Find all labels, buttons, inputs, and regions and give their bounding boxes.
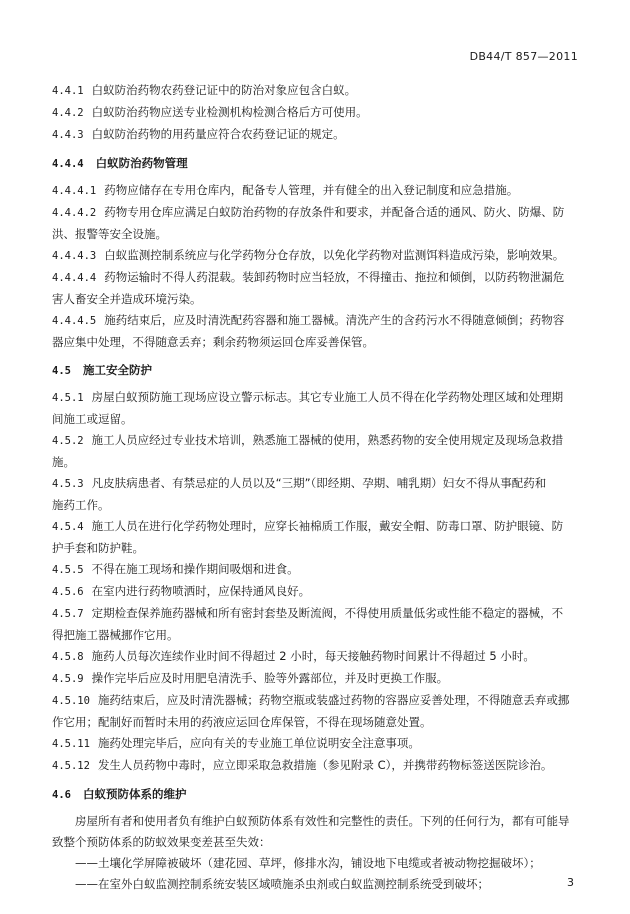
clause-4-4-2 — [52, 102, 572, 124]
clause-text: 操作完毕后应及时用肥皂清洗手、脸等外露部位，并及时更换工作服。 — [91, 671, 449, 685]
intro-paragraph — [52, 811, 572, 853]
clause-4-5-9 — [52, 668, 572, 690]
clause-text: 白蚁防治药物应送专业检测机构检测合格后方可使用。 — [91, 105, 368, 119]
clause-text: 不得在施工现场和操作期间吸烟和进食。 — [91, 562, 299, 576]
clause-text-line2: 洪、报警等安全设施。 — [52, 227, 167, 241]
heading-4-4-4 — [52, 153, 572, 175]
clause-4-5-4 — [52, 516, 572, 559]
clause-number: 4.4.2 — [52, 107, 84, 119]
clause-text: 白蚁防治药物的用药量应符合农药登记证的规定。 — [91, 127, 345, 141]
clause-text-line1: 施工人员在进行化学药物处理时，应穿长袖棉质工作服，戴安全帽、防毒口罩、防护眼镜、防 — [91, 519, 564, 533]
clause-number: 4.5.7 — [52, 608, 84, 620]
heading-number: 4.4.4 — [52, 158, 84, 170]
clause-number: 4.5.10 — [52, 695, 90, 707]
clause-text-line2: 得把施工器械挪作它用。 — [52, 628, 179, 642]
clause-text-line1: 施药结束后，应及时清洗配药容器和施工器械。清洗产生的含药污水不得随意倾倒；药物容 — [104, 313, 565, 327]
clause-number: 4.4.4.3 — [52, 250, 97, 262]
clause-text-line1: 房屋白蚁预防施工现场应设立警示标志。其它专业施工人员不得在化学药物处理区域和处理期 — [91, 390, 564, 404]
clause-text: 施药人员每次连续作业时间不得超过 2 小时，每天接触药物时间累计不得超过 5 小时。 — [91, 649, 535, 663]
clause-4-4-4-5 — [52, 310, 572, 353]
clause-4-5-1 — [52, 387, 572, 430]
clause-4-5-3 — [52, 473, 572, 516]
clause-text-line2: 作它用；配制好而暂时未用的药液应运回仓库保管，不得在现场随意处置。 — [52, 715, 432, 729]
clause-text-line2: 施。 — [52, 455, 75, 469]
clause-number: 4.5.1 — [52, 392, 84, 404]
clause-text-line1: 药物运输时不得人药混载。装卸药物时应当轻放，不得撞击、拖拉和倾倒，以防药物泄漏危 — [104, 270, 565, 284]
clause-text: 施药处理完毕后，应向有关的专业施工单位说明安全注意事项。 — [97, 736, 420, 750]
clause-4-5-10 — [52, 690, 572, 733]
clause-number: 4.5.3 — [52, 478, 84, 490]
clause-text-line1: 药物专用仓库应满足白蚁防治药物的存放条件和要求，并配备合适的通风、防火、防爆、防 — [104, 205, 565, 219]
clause-text-line2: 施药工作。 — [52, 498, 110, 512]
clause-4-5-7 — [52, 603, 572, 646]
heading-number: 4.6 — [52, 789, 71, 801]
clause-4-5-6 — [52, 581, 572, 603]
clause-number: 4.4.3 — [52, 129, 84, 141]
clause-text-line1: 施药结束后，应及时清洗器械；药物空瓶或装盛过药物的容器应妥善处理，不得随意丢弃或挪 — [97, 693, 570, 707]
clause-number: 4.5.12 — [52, 760, 90, 772]
heading-4-5 — [52, 360, 572, 382]
intro-line1: 房屋所有者和使用者负有维护白蚁预防体系有效性和完整性的责任。下列的任何行为，都有可能导 — [75, 814, 570, 828]
clause-4-4-4-2 — [52, 202, 572, 245]
clause-number: 4.4.4.2 — [52, 207, 97, 219]
clause-number: 4.5.9 — [52, 673, 84, 685]
clause-number: 4.5.4 — [52, 521, 84, 533]
heading-title: 白蚁预防体系的维护 — [82, 787, 187, 801]
clause-text: 发生人员药物中毒时，应立即采取急救措施（参见附录 C），并携带药物标签送医院诊治。 — [97, 758, 553, 772]
document-body — [52, 80, 572, 895]
heading-number: 4.5 — [52, 365, 71, 377]
clause-4-5-12 — [52, 755, 572, 777]
clause-4-5-11 — [52, 733, 572, 755]
clause-text-line2: 器应集中处理，不得随意丢弃；剩余药物须运回仓库妥善保管。 — [52, 335, 374, 349]
clause-number: 4.4.4.5 — [52, 315, 97, 327]
clause-text-line1: 定期检查保养施药器械和所有密封套垫及断流阀，不得使用质量低劣或性能不稳定的器械，不 — [91, 606, 564, 620]
clause-4-5-2 — [52, 430, 572, 473]
clause-4-4-4-4 — [52, 267, 572, 310]
clause-number: 4.5.6 — [52, 586, 84, 598]
clause-number: 4.4.4.1 — [52, 185, 97, 197]
list-item: ——土壤化学屏障被破坏（建花园、草坪，修排水沟，铺设地下电缆或者被动物挖掘破坏）； — [75, 856, 541, 870]
clause-4-4-1 — [52, 80, 572, 102]
clause-number: 4.4.1 — [52, 85, 84, 97]
clause-text-line1: 凡皮肤病患者、有禁忌症的人员以及“三期”（即经期、孕期、哺乳期）妇女不得从事配药和 — [91, 476, 547, 490]
list-item: ——在室外白蚁监测控制系统安装区域喷施杀虫剂或白蚁监测控制系统受到破坏； — [75, 877, 489, 891]
clause-text: 在室内进行药物喷洒时，应保持通风良好。 — [91, 584, 311, 598]
clause-text-line1: 施工人员应经过专业技术培训，熟悉施工器械的使用，熟悉药物的安全使用规定及现场急救措 — [91, 433, 564, 447]
clause-text-line2: 间施工或逗留。 — [52, 412, 133, 426]
heading-title: 白蚁防治药物管理 — [95, 156, 188, 170]
clause-number: 4.5.2 — [52, 435, 84, 447]
clause-text-line2: 护手套和防护鞋。 — [52, 541, 144, 555]
clause-text-line2: 害人畜安全并造成环境污染。 — [52, 292, 202, 306]
clause-4-5-8 — [52, 646, 572, 668]
clause-text: 白蚁监测控制系统应与化学药物分仓存放，以免化学药物对监测饵料造成污染，影响效果。 — [104, 248, 565, 262]
clause-4-5-5 — [52, 559, 572, 581]
page-number: 3 — [567, 876, 574, 889]
clause-4-4-4-3 — [52, 245, 572, 267]
clause-4-4-4-1 — [52, 180, 572, 202]
standard-code: DB44/T 857—2011 — [469, 50, 578, 63]
heading-title: 施工安全防护 — [82, 363, 152, 377]
clause-number: 4.5.8 — [52, 651, 84, 663]
intro-line2: 致整个预防体系的防蚁效果变差甚至失效： — [52, 835, 271, 849]
clause-text: 白蚁防治药物农药登记证中的防治对象应包含白蚁。 — [91, 83, 357, 97]
clause-number: 4.4.4.4 — [52, 272, 97, 284]
clause-number: 4.5.5 — [52, 564, 84, 576]
clause-4-4-3 — [52, 124, 572, 146]
clause-number: 4.5.11 — [52, 738, 90, 750]
heading-4-6 — [52, 784, 572, 806]
clause-text: 药物应储存在专用仓库内，配备专人管理，并有健全的出入登记制度和应急措施。 — [104, 183, 519, 197]
